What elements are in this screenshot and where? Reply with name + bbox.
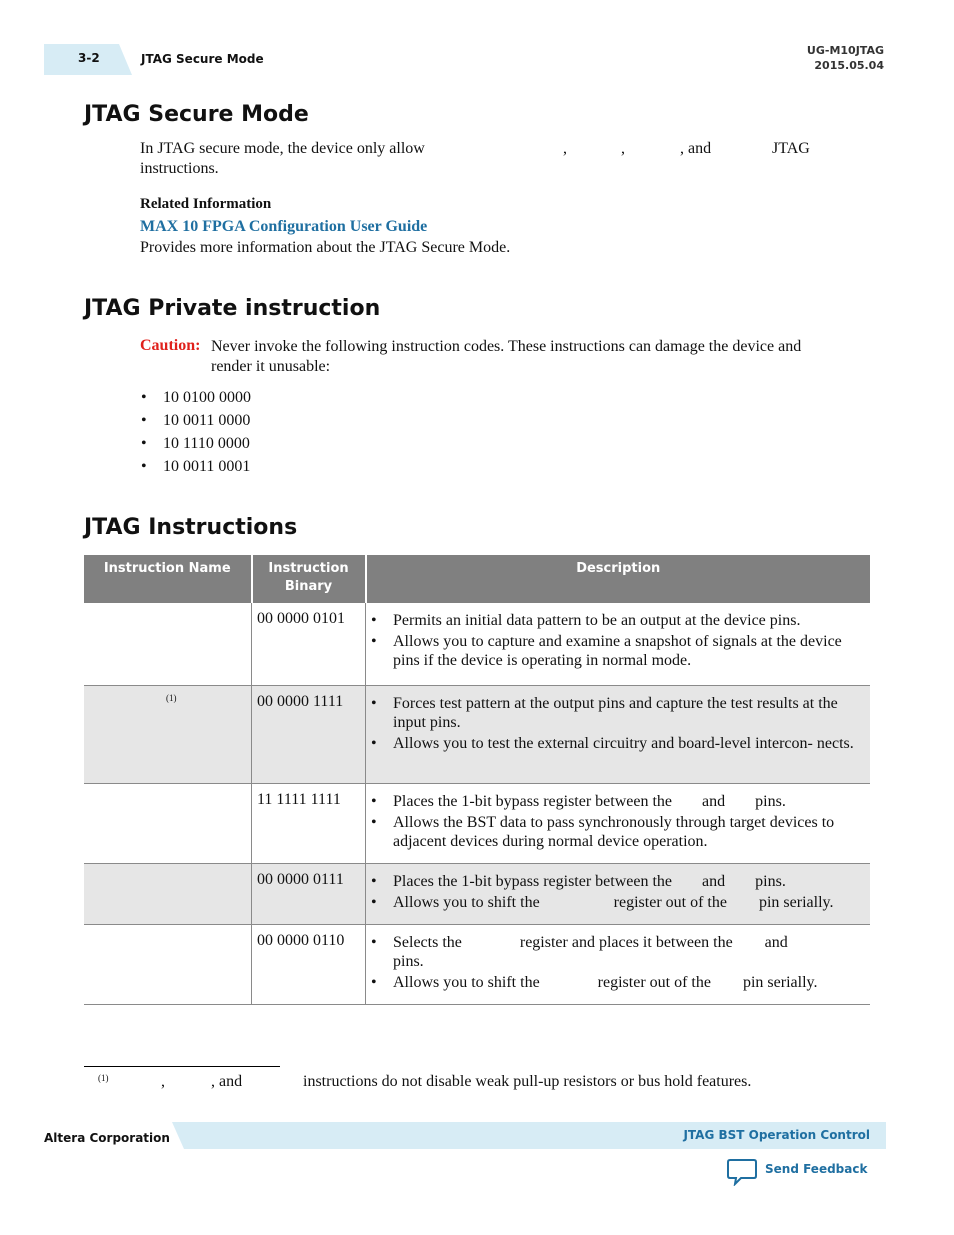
document-id-block (807, 43, 884, 73)
desc-fragment: Places the 1-bit bypass register between the (393, 792, 673, 810)
description-item: • Allows the BST data to pass synchronously through target devices to adjacent devices during normal device operation. (371, 813, 860, 851)
desc-fragment: pin serially. (758, 893, 834, 911)
speech-bubble-icon[interactable] (727, 1158, 757, 1186)
related-info-title: Related Information (140, 196, 272, 212)
desc-fragment: pins. (393, 952, 424, 970)
footnote-rule (84, 1066, 280, 1067)
footer-chapter-title: JTAG BST Operation Control (683, 1128, 870, 1142)
table-header-row (84, 555, 870, 603)
description-item (371, 893, 860, 912)
description-item: • Allows you to capture and examine a snapshot of signals at the device pins if the device is operating in normal mode. (371, 632, 860, 670)
instruction-binary: 11 1111 1111 (252, 783, 366, 863)
desc-fragment: Selects the (393, 933, 462, 951)
desc-fragment: register out of the (613, 893, 727, 911)
private-codes-list (141, 386, 251, 478)
heading-jtag-instructions: JTAG Instructions (84, 515, 298, 540)
secure-mode-jtag: JTAG (772, 140, 810, 157)
instruction-name (84, 685, 252, 783)
heading-secure-mode: JTAG Secure Mode (84, 102, 309, 127)
description-item (371, 872, 860, 891)
footnote-mark: (1) (98, 1073, 109, 1083)
description-item (371, 792, 860, 811)
desc-fragment: Allows you to shift the (393, 973, 540, 991)
desc-fragment: Places the 1-bit bypass register between the (393, 872, 673, 890)
column-header-binary-line1: Instruction (268, 561, 349, 576)
instruction-description (366, 603, 871, 685)
desc-fragment: Allows you to shift the (393, 893, 540, 911)
desc-fragment: pins. (755, 872, 786, 890)
instruction-description (366, 783, 871, 863)
running-header-title: JTAG Secure Mode (141, 52, 264, 66)
related-info-link[interactable]: MAX 10 FPGA Configuration User Guide (140, 218, 428, 235)
secure-mode-text-line2: instructions. (140, 160, 219, 177)
footer-corporation: Altera Corporation (44, 1131, 170, 1145)
secure-mode-comma-1: , (563, 140, 567, 157)
desc-fragment: and (702, 792, 726, 810)
instruction-name (84, 603, 252, 685)
desc-fragment: pins. (755, 792, 786, 810)
caution-text-line2: render it unusable: (211, 358, 331, 375)
desc-fragment: pin serially. (742, 973, 818, 991)
footnote-comma: , (161, 1073, 165, 1090)
document-id: UG-M10JTAG (806, 44, 884, 57)
secure-mode-paragraph (140, 139, 830, 179)
table-row (84, 924, 870, 1004)
instruction-binary: 00 0000 0101 (252, 603, 366, 685)
secure-mode-comma-2: , (621, 140, 625, 157)
instruction-description (366, 924, 871, 1004)
instruction-name (84, 863, 252, 924)
instruction-binary: 00 0000 0110 (252, 924, 366, 1004)
description-item: • Allows you to test the external circuitry and board-level intercon- nects. (371, 734, 860, 753)
column-header-description: Description (366, 555, 871, 603)
caution-text-line1: Never invoke the following instruction codes. These instructions can damage the device and (211, 338, 802, 355)
instruction-binary: 00 0000 0111 (252, 863, 366, 924)
related-info-description: Provides more information about the JTAG Secure Mode. (140, 239, 511, 256)
column-header-binary-line2: Binary (284, 579, 333, 594)
table-row (84, 863, 870, 924)
column-header-binary (252, 555, 366, 603)
page-number: 3-2 (78, 51, 100, 65)
column-header-name: Instruction Name (84, 555, 252, 603)
footnote-reference: (1) (166, 692, 177, 703)
list-item: • 10 0011 0000 (141, 409, 251, 432)
desc-fragment: register out of the (597, 973, 711, 991)
send-feedback-link[interactable]: Send Feedback (765, 1162, 868, 1176)
list-item: • 10 1110 0000 (141, 432, 251, 455)
description-item (371, 973, 860, 992)
secure-mode-and: , and (680, 140, 712, 157)
jtag-instructions-table (84, 555, 870, 1005)
description-item: • Permits an initial data pattern to be an output at the device pins. (371, 611, 860, 630)
instruction-name (84, 783, 252, 863)
instruction-description (366, 863, 871, 924)
description-item: • Forces test pattern at the output pins and capture the test results at the input pins. (371, 694, 860, 732)
desc-fragment: register and places it between the (519, 933, 733, 951)
instruction-name (84, 924, 252, 1004)
list-item: • 10 0100 0000 (141, 386, 251, 409)
table-row (84, 783, 870, 863)
table-row (84, 603, 870, 685)
table-row (84, 685, 870, 783)
document-date: 2015.05.04 (814, 59, 884, 72)
instruction-description (366, 685, 871, 783)
footnote-text: instructions do not disable weak pull-up resistors or bus hold features. (303, 1073, 752, 1090)
footnote-and: , and (211, 1073, 243, 1090)
heading-private-instruction: JTAG Private instruction (84, 296, 381, 321)
secure-mode-text: In JTAG secure mode, the device only allow (140, 140, 425, 157)
desc-fragment: and (764, 933, 788, 951)
caution-label: Caution: (140, 337, 201, 354)
caution-text (211, 337, 861, 377)
instruction-binary: 00 0000 1111 (252, 685, 366, 783)
description-item (371, 933, 860, 971)
list-item: • 10 0011 0001 (141, 455, 251, 478)
desc-fragment: and (702, 872, 726, 890)
